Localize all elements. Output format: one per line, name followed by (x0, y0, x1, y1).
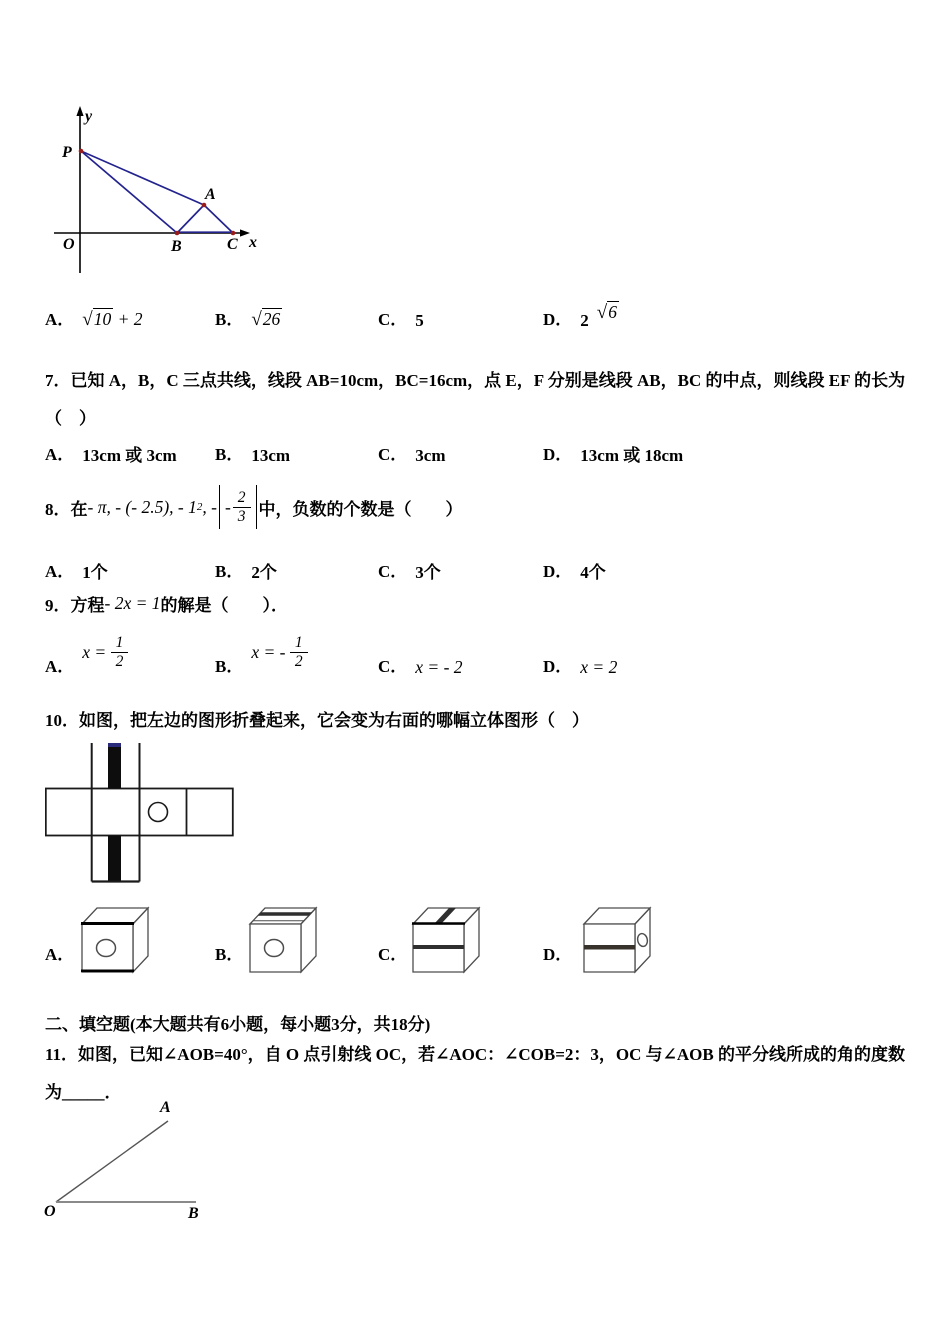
option-letter: D． (543, 657, 573, 676)
label-O: O (63, 236, 75, 253)
net-stripe-top (108, 743, 121, 789)
front-stripe-horizontal (584, 945, 635, 950)
q9-option-a (45, 626, 128, 678)
sqrt-icon: √ (82, 309, 93, 330)
option-letter: B． (215, 445, 244, 464)
q9-option-c (378, 626, 463, 678)
q11-text-line2: 为_____． (45, 1083, 122, 1102)
y-axis-arrow (76, 106, 83, 116)
coordinate-figure-svg (45, 103, 265, 278)
option-math: √10 + 2 (82, 309, 143, 330)
option-math: x = - $\frac{1}{2}$ (251, 626, 307, 678)
abs-minus: - (224, 496, 231, 517)
label-B: B (188, 1205, 199, 1222)
section2-heading: 二、填空题(本大题共有6小题，每小题3分，共18分) (45, 1015, 431, 1034)
option-letter: A． (45, 562, 75, 581)
q6-option-a (45, 305, 143, 331)
q6-option-c (378, 305, 424, 331)
q9-suffix: 的解是（ ）． (160, 595, 289, 615)
option-math: √6 (596, 302, 617, 323)
coordinate-figure (45, 103, 265, 283)
option-letter: D． (543, 445, 573, 464)
option-label: 1个 (82, 563, 108, 582)
ray-OA (56, 1121, 168, 1202)
cube-figure-a (76, 900, 154, 983)
q9-option-b (215, 626, 308, 678)
option-math: x = $\frac{1}{2}$ (82, 626, 128, 678)
q8-math-mid: , - (202, 496, 217, 517)
label-B: B (171, 238, 182, 255)
net-figure (45, 740, 245, 890)
q8-option-d (543, 557, 606, 583)
q9-prefix: 9．方程 (45, 595, 105, 615)
q7-option-a (45, 440, 177, 466)
option-value: 5 (415, 311, 424, 330)
option-math: x = 2 (580, 657, 618, 677)
cube-figure-b (244, 900, 322, 983)
q7-text-line2: （ ） (45, 409, 96, 428)
option-letter: C． (378, 562, 408, 581)
option-label: 4个 (580, 563, 606, 582)
option-letter: B． (215, 657, 244, 676)
option-letter: C． (378, 657, 408, 676)
option-label: 3cm (415, 446, 446, 465)
net-stripe-top-tint (108, 743, 121, 747)
angle-figure-svg (38, 1098, 223, 1223)
option-letter: C． (378, 945, 408, 964)
q9-options-row (0, 626, 950, 682)
label-O: O (44, 1203, 56, 1220)
option-label: 13cm 或 18cm (580, 446, 684, 465)
q9-option-d (543, 626, 617, 678)
sqrt-icon: √ (596, 302, 608, 323)
q8-exponent: 2 (196, 501, 203, 513)
q8-option-b (215, 557, 277, 583)
q8-prefix: 8．在 (45, 499, 88, 519)
label-y: y (85, 108, 93, 125)
option-letter: A． (45, 657, 75, 676)
fraction: $\frac{2}{3}$ (233, 489, 251, 524)
front-stripe-horizontal (413, 945, 464, 949)
net-stripe-bottom (108, 836, 121, 881)
option-letter: D． (543, 310, 573, 329)
q7-text-line1: 7．已知 A，B，C 三点共线，线段 AB=10cm，BC=16cm，点 E，F 分别是线段 AB，BC 的中点，则线段 EF 的长为 (45, 371, 906, 390)
fraction: $\frac{1}{2}$ (111, 634, 129, 669)
label-P: P (62, 144, 72, 161)
option-letter: B． (215, 945, 244, 964)
option-label: 13cm 或 3cm (82, 446, 177, 465)
sqrt-icon: √ (251, 309, 262, 330)
q8-suffix: 中，负数的个数是（ ） (258, 499, 463, 519)
fraction: $\frac{1}{2}$ (290, 634, 308, 669)
option-label: 13cm (251, 446, 291, 465)
option-letter: A． (45, 445, 75, 464)
q7-option-c (378, 440, 446, 466)
q10-options-row (0, 900, 950, 980)
option-coeff: 2 (580, 311, 589, 330)
option-letter: A． (45, 945, 75, 964)
option-label: 2个 (251, 563, 277, 582)
q10-text-line: 10．如图，把左边的图形折叠起来，它会变为右面的哪幅立体图形（ ） (45, 711, 589, 730)
label-A: A (160, 1099, 171, 1116)
option-math: √26 (251, 309, 281, 330)
option-letter: C． (378, 310, 408, 329)
q9-text-line (45, 591, 288, 615)
q8-options-row (0, 557, 950, 581)
q8-option-c (378, 557, 441, 583)
label-A: A (205, 186, 216, 203)
q6-option-b (215, 305, 282, 331)
option-label: 3个 (415, 563, 441, 582)
q7-options-row (0, 440, 950, 464)
q8-option-a (45, 557, 108, 583)
cube-figure-d (578, 900, 656, 983)
option-math: x = - 2 (415, 657, 463, 677)
option-letter: B． (215, 562, 244, 581)
q9-math: - 2x = 1 (104, 592, 161, 613)
option-letter: C． (378, 445, 408, 464)
q8-math-head: - π, - (- 2.5), - 1 (87, 496, 197, 517)
cube-figure-c (407, 900, 485, 983)
angle-figure (38, 1098, 223, 1228)
net-circle (149, 803, 168, 822)
q6-option-d (543, 302, 619, 331)
option-letter: D． (543, 562, 573, 581)
absolute-value-expression (219, 485, 257, 528)
q7-option-d (543, 440, 683, 466)
q11-text-line1: 11．如图，已知∠AOB=40°，自 O 点引射线 OC，若∠AOC：∠COB=2：3，OC 与∠AOB 的平分线所成的角的度数 (45, 1045, 905, 1064)
q6-options-row (0, 302, 950, 347)
label-x: x (249, 234, 257, 251)
option-letter: D． (543, 945, 573, 964)
q7-option-b (215, 440, 290, 466)
net-figure-svg (45, 740, 245, 885)
q8-text-line (45, 478, 463, 536)
option-letter: A． (45, 310, 75, 329)
label-C: C (227, 236, 238, 253)
option-letter: B． (215, 310, 244, 329)
top-stripe-parallel (258, 912, 312, 916)
